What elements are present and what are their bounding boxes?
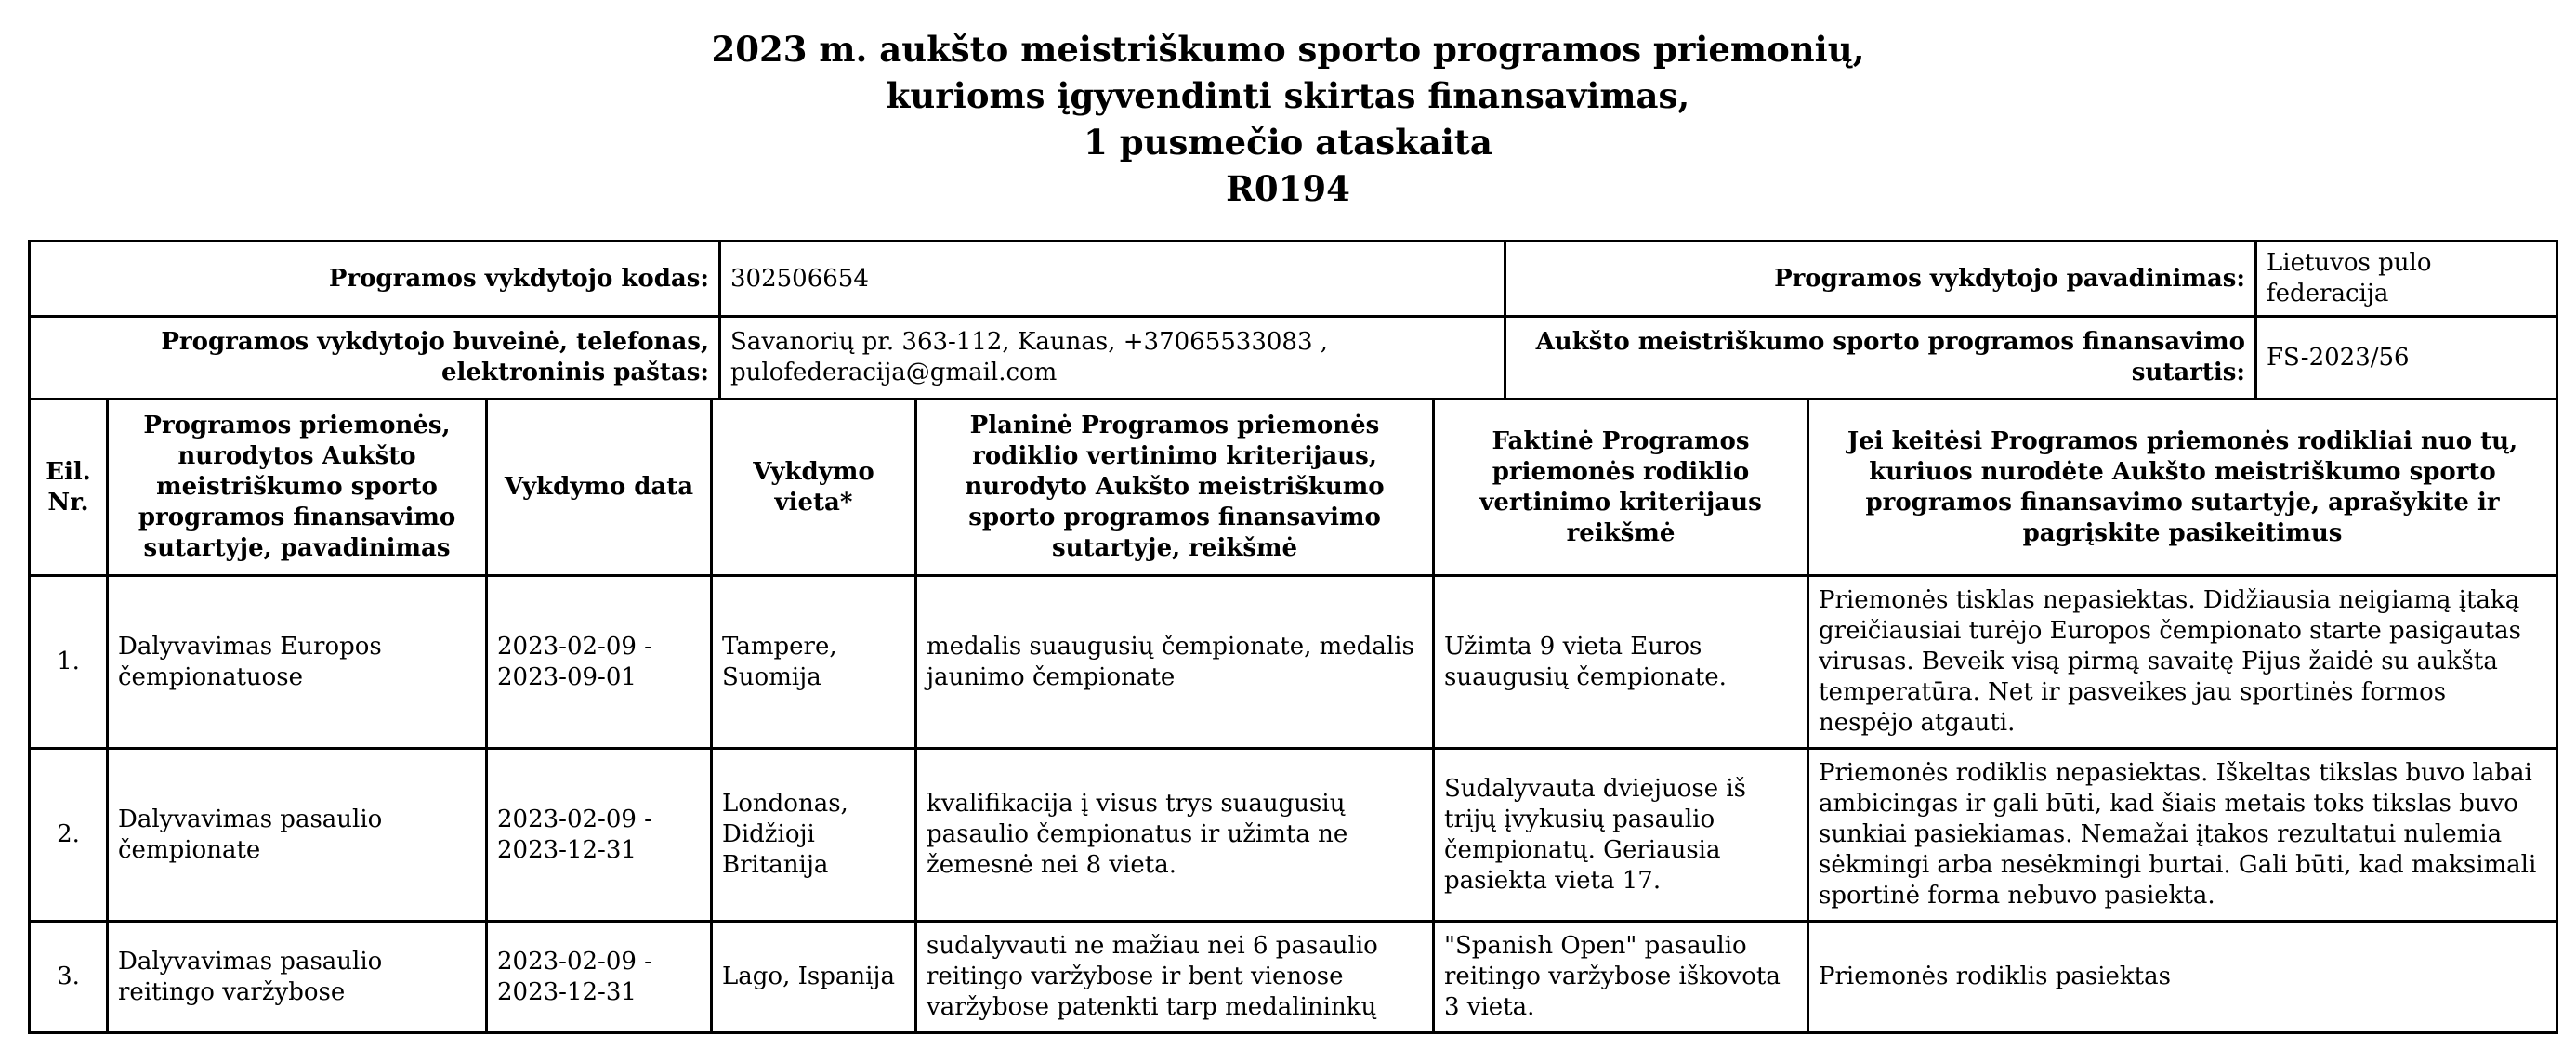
header-planned-value: Planinė Programos priemonės rodiklio vertinimo kriterijaus, nurodyto Aukšto meistriškumo sporto programos finansavimo sutartyje, reikšmė — [916, 400, 1434, 576]
execution-place: Tampere, Suomija — [712, 576, 916, 749]
address-label: Programos vykdytojo buveinė, telefonas, elektroninis paštas: — [30, 317, 720, 400]
table-row — [30, 749, 2557, 922]
header-date: Vykdymo data — [487, 400, 712, 576]
contract-value: FS-2023/56 — [2256, 317, 2557, 400]
name-value: Lietuvos pulo federacija — [2256, 242, 2557, 317]
address-value: Savanorių pr. 363-112, Kaunas, +37065533083 , pulofederacija@gmail.com — [720, 317, 1505, 400]
title-line-2: kurioms įgyvendinti skirtas finansavimas, — [886, 75, 1690, 116]
changes-description: Priemonės tisklas nepasiektas. Didžiausia neigiamą įtaką greičiausiai turėjo Europos čempionato starte pasigautas virusas. Beveik visą pirmą savaitę Pijus žaidė su aukšta temperatūra. Net ir pasveikes jau sportinės formos nespėjo atgauti. — [1808, 576, 2557, 749]
header-changes: Jei keitėsi Programos priemonės rodikliai nuo tų, kuriuos nurodėte Aukšto meistriškumo sporto programos finansavimo sutartyje, aprašykite ir pagrįskite pasikeitimus — [1808, 400, 2557, 576]
row-number: 2. — [30, 749, 108, 922]
info-table — [28, 240, 2558, 400]
header-measure-name: Programos priemonės, nurodytos Aukšto meistriškumo sporto programos finansavimo sutartyje, pavadinimas — [108, 400, 487, 576]
title-line-1: 2023 m. aukšto meistriškumo sporto programos priemonių, — [711, 29, 1865, 70]
execution-place: Londonas, Didžioji Britanija — [712, 749, 916, 922]
info-row — [30, 317, 2557, 400]
page-title — [0, 26, 2576, 212]
table-row — [30, 576, 2557, 749]
execution-date: 2023-02-09 - 2023-09-01 — [487, 576, 712, 749]
table-header-row — [30, 400, 2557, 576]
code-value: 302506654 — [720, 242, 1505, 317]
measure-name: Dalyvavimas Europos čempionatuose — [108, 576, 487, 749]
execution-place: Lago, Ispanija — [712, 922, 916, 1033]
actual-value: Užimta 9 vieta Euros suaugusių čempionate. — [1434, 576, 1808, 749]
code-label: Programos vykdytojo kodas: — [30, 242, 720, 317]
row-number: 3. — [30, 922, 108, 1033]
actual-value: Sudalyvauta dviejuose iš trijų įvykusių pasaulio čempionatų. Geriausia pasiekta vieta 17. — [1434, 749, 1808, 922]
info-row — [30, 242, 2557, 317]
actual-value: "Spanish Open" pasaulio reitingo varžybose iškovota 3 vieta. — [1434, 922, 1808, 1033]
name-label: Programos vykdytojo pavadinimas: — [1505, 242, 2256, 317]
measure-name: Dalyvavimas pasaulio reitingo varžybose — [108, 922, 487, 1033]
measure-name: Dalyvavimas pasaulio čempionate — [108, 749, 487, 922]
header-place: Vykdymo vieta* — [712, 400, 916, 576]
planned-value: kvalifikacija į visus trys suaugusių pasaulio čempionatus ir užimta ne žemesnė nei 8 vieta. — [916, 749, 1434, 922]
row-number: 1. — [30, 576, 108, 749]
contract-label: Aukšto meistriškumo sporto programos finansavimo sutartis: — [1505, 317, 2256, 400]
execution-date: 2023-02-09 - 2023-12-31 — [487, 749, 712, 922]
table-row — [30, 922, 2557, 1033]
execution-date: 2023-02-09 - 2023-12-31 — [487, 922, 712, 1033]
planned-value: sudalyvauti ne mažiau nei 6 pasaulio reitingo varžybose ir bent vienose varžybose patenkti tarp medalininkų — [916, 922, 1434, 1033]
header-actual-value: Faktinė Programos priemonės rodiklio vertinimo kriterijaus reikšmė — [1434, 400, 1808, 576]
header-nr: Eil. Nr. — [30, 400, 108, 576]
measures-table — [28, 398, 2558, 1034]
changes-description: Priemonės rodiklis pasiektas — [1808, 922, 2557, 1033]
report-code: R0194 — [1226, 168, 1350, 209]
changes-description: Priemonės rodiklis nepasiektas. Iškeltas tikslas buvo labai ambicingas ir gali būti, kad šiais metais toks tikslas buvo sunkiai pasiekiamas. Nemažai įtakos rezultatui nulemia sėkmingi arba nesėkmingi burtai. Gali būti, kad maksimali sportinė forma nebuvo pasiekta. — [1808, 749, 2557, 922]
title-line-3: 1 pusmečio ataskaita — [1084, 122, 1492, 163]
planned-value: medalis suaugusių čempionate, medalis jaunimo čempionate — [916, 576, 1434, 749]
